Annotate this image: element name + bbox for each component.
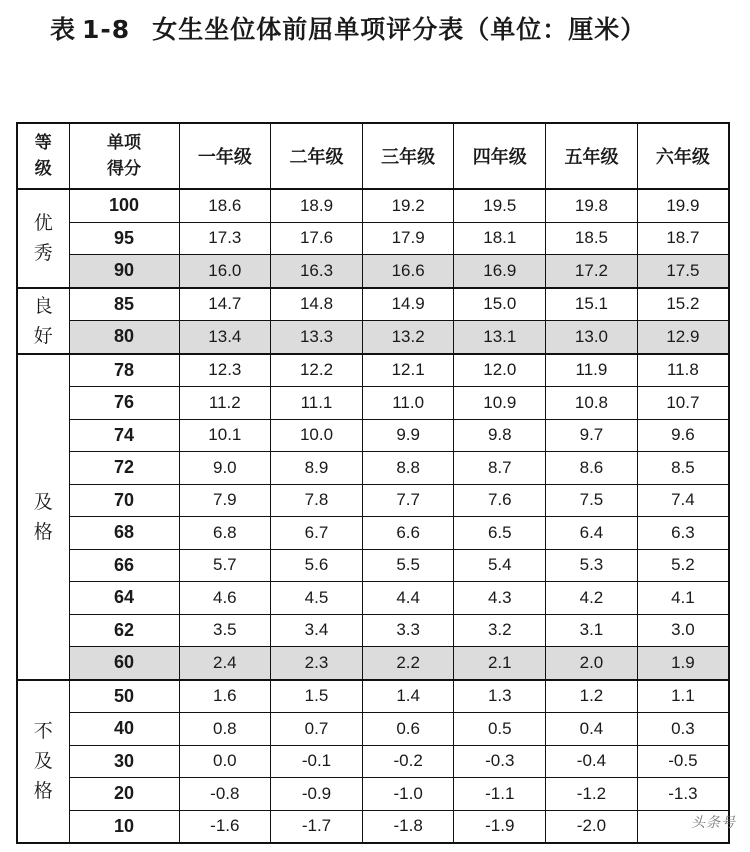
score-cell: 40	[69, 713, 179, 746]
value-cell: 16.9	[454, 255, 546, 288]
value-cell: 10.0	[271, 419, 363, 452]
table-row	[17, 452, 729, 485]
value-cell: 6.7	[271, 517, 363, 550]
value-cell: 3.4	[271, 614, 363, 647]
value-cell: 4.6	[179, 582, 271, 615]
value-cell: 17.3	[179, 222, 271, 255]
value-cell: -1.7	[271, 810, 363, 843]
value-cell: 5.7	[179, 549, 271, 582]
watermark: 头条号	[691, 815, 736, 831]
header-year-3: 三年级	[362, 123, 454, 189]
value-cell: 8.5	[637, 452, 729, 485]
table-row	[17, 354, 729, 387]
value-cell: 14.8	[271, 288, 363, 321]
table-row	[17, 222, 729, 255]
value-cell: 0.0	[179, 745, 271, 778]
score-cell: 95	[69, 222, 179, 255]
value-cell: 4.5	[271, 582, 363, 615]
value-cell: 10.8	[546, 387, 638, 420]
score-cell: 80	[69, 321, 179, 354]
value-cell: -1.2	[546, 778, 638, 811]
score-cell: 66	[69, 549, 179, 582]
value-cell: 12.3	[179, 354, 271, 387]
value-cell: 11.8	[637, 354, 729, 387]
value-cell: 18.9	[271, 189, 363, 222]
table-row	[17, 288, 729, 321]
value-cell: 7.4	[637, 484, 729, 517]
value-cell: 2.0	[546, 647, 638, 680]
value-cell: 0.6	[362, 713, 454, 746]
score-cell: 50	[69, 680, 179, 713]
value-cell: 0.7	[271, 713, 363, 746]
score-cell: 100	[69, 189, 179, 222]
value-cell: 19.2	[362, 189, 454, 222]
value-cell: 18.1	[454, 222, 546, 255]
value-cell: 18.6	[179, 189, 271, 222]
value-cell: 9.9	[362, 419, 454, 452]
value-cell: 6.3	[637, 517, 729, 550]
value-cell: 13.2	[362, 321, 454, 354]
score-cell: 90	[69, 255, 179, 288]
value-cell: -0.1	[271, 745, 363, 778]
score-cell: 20	[69, 778, 179, 811]
value-cell: 16.3	[271, 255, 363, 288]
value-cell: 15.0	[454, 288, 546, 321]
header-year-4: 四年级	[454, 123, 546, 189]
value-cell: 8.6	[546, 452, 638, 485]
value-cell: 3.5	[179, 614, 271, 647]
value-cell: 7.8	[271, 484, 363, 517]
value-cell: 5.2	[637, 549, 729, 582]
value-cell: 1.2	[546, 680, 638, 713]
value-cell: -1.0	[362, 778, 454, 811]
value-cell: 2.2	[362, 647, 454, 680]
value-cell: 1.4	[362, 680, 454, 713]
value-cell: 17.5	[637, 255, 729, 288]
value-cell: 1.3	[454, 680, 546, 713]
value-cell: 14.9	[362, 288, 454, 321]
value-cell: 0.5	[454, 713, 546, 746]
value-cell: 0.4	[546, 713, 638, 746]
value-cell: -0.9	[271, 778, 363, 811]
value-cell: 5.6	[271, 549, 363, 582]
value-cell: 17.6	[271, 222, 363, 255]
value-cell: -0.2	[362, 745, 454, 778]
value-cell: -0.5	[637, 745, 729, 778]
table-row	[17, 517, 729, 550]
table-row	[17, 387, 729, 420]
value-cell: 13.1	[454, 321, 546, 354]
value-cell: -1.9	[454, 810, 546, 843]
score-cell: 85	[69, 288, 179, 321]
value-cell: 10.1	[179, 419, 271, 452]
value-cell: 1.5	[271, 680, 363, 713]
value-cell: 4.4	[362, 582, 454, 615]
value-cell: 11.0	[362, 387, 454, 420]
score-cell: 30	[69, 745, 179, 778]
score-cell: 74	[69, 419, 179, 452]
header-score: 单项 得分	[69, 123, 179, 189]
value-cell: 4.2	[546, 582, 638, 615]
value-cell: -1.1	[454, 778, 546, 811]
value-cell: -1.6	[179, 810, 271, 843]
value-cell: 2.4	[179, 647, 271, 680]
value-cell: -2.0	[546, 810, 638, 843]
value-cell: 11.2	[179, 387, 271, 420]
value-cell: 6.4	[546, 517, 638, 550]
value-cell: 7.7	[362, 484, 454, 517]
table-row	[17, 255, 729, 288]
value-cell: 11.9	[546, 354, 638, 387]
value-cell: 12.2	[271, 354, 363, 387]
value-cell: 17.2	[546, 255, 638, 288]
value-cell: 8.7	[454, 452, 546, 485]
value-cell: 3.3	[362, 614, 454, 647]
value-cell: 0.3	[637, 713, 729, 746]
value-cell: 12.1	[362, 354, 454, 387]
score-cell: 64	[69, 582, 179, 615]
title-number: 1-8	[82, 15, 131, 44]
value-cell: 19.9	[637, 189, 729, 222]
value-cell: 7.6	[454, 484, 546, 517]
value-cell: 19.5	[454, 189, 546, 222]
table-row	[17, 713, 729, 746]
score-cell: 60	[69, 647, 179, 680]
value-cell: 10.7	[637, 387, 729, 420]
table-row	[17, 582, 729, 615]
value-cell: 5.4	[454, 549, 546, 582]
value-cell: 9.6	[637, 419, 729, 452]
value-cell: 17.9	[362, 222, 454, 255]
value-cell: 3.2	[454, 614, 546, 647]
value-cell: 16.0	[179, 255, 271, 288]
value-cell: 0.8	[179, 713, 271, 746]
table-row	[17, 614, 729, 647]
grade-cell: 优 秀	[17, 189, 69, 288]
score-cell: 62	[69, 614, 179, 647]
score-cell: 68	[69, 517, 179, 550]
value-cell: 1.6	[179, 680, 271, 713]
score-cell: 10	[69, 810, 179, 843]
value-cell: 2.3	[271, 647, 363, 680]
value-cell: 18.5	[546, 222, 638, 255]
score-cell: 78	[69, 354, 179, 387]
value-cell: 7.9	[179, 484, 271, 517]
value-cell: 14.7	[179, 288, 271, 321]
value-cell: 8.8	[362, 452, 454, 485]
title-prefix: 表	[50, 15, 77, 44]
value-cell: 16.6	[362, 255, 454, 288]
header-year-6: 六年级	[637, 123, 729, 189]
table-row	[17, 810, 729, 843]
value-cell: -1.3	[637, 778, 729, 811]
value-cell: -0.4	[546, 745, 638, 778]
value-cell: 13.3	[271, 321, 363, 354]
value-cell: -1.8	[362, 810, 454, 843]
header-grade: 等 级	[17, 123, 69, 189]
value-cell: 1.9	[637, 647, 729, 680]
value-cell: 15.2	[637, 288, 729, 321]
value-cell: 19.8	[546, 189, 638, 222]
grade-cell: 及 格	[17, 354, 69, 680]
value-cell: 10.9	[454, 387, 546, 420]
value-cell: 6.6	[362, 517, 454, 550]
title-text: 女生坐位体前屈单项评分表（单位：厘米）	[152, 15, 647, 44]
table-row	[17, 321, 729, 354]
table-row	[17, 419, 729, 452]
table-row	[17, 680, 729, 713]
value-cell: 8.9	[271, 452, 363, 485]
value-cell: 12.0	[454, 354, 546, 387]
table-row	[17, 745, 729, 778]
score-cell: 72	[69, 452, 179, 485]
value-cell: 4.3	[454, 582, 546, 615]
value-cell: 9.7	[546, 419, 638, 452]
value-cell: 18.7	[637, 222, 729, 255]
value-cell: 9.0	[179, 452, 271, 485]
value-cell: 1.1	[637, 680, 729, 713]
value-cell: 6.8	[179, 517, 271, 550]
value-cell: 5.5	[362, 549, 454, 582]
page-title	[50, 10, 646, 46]
value-cell: 15.1	[546, 288, 638, 321]
value-cell: 4.1	[637, 582, 729, 615]
header-year-2: 二年级	[271, 123, 363, 189]
value-cell: -0.3	[454, 745, 546, 778]
table-row	[17, 484, 729, 517]
table-row	[17, 647, 729, 680]
table-row	[17, 778, 729, 811]
value-cell: 9.8	[454, 419, 546, 452]
table-row	[17, 189, 729, 222]
value-cell: 11.1	[271, 387, 363, 420]
value-cell: 6.5	[454, 517, 546, 550]
table-body	[17, 189, 729, 843]
value-cell: 3.0	[637, 614, 729, 647]
value-cell: 3.1	[546, 614, 638, 647]
header-year-1: 一年级	[179, 123, 271, 189]
value-cell: -0.8	[179, 778, 271, 811]
value-cell: 5.3	[546, 549, 638, 582]
header-year-5: 五年级	[546, 123, 638, 189]
score-table	[16, 122, 730, 844]
value-cell: 7.5	[546, 484, 638, 517]
grade-cell: 良 好	[17, 288, 69, 354]
grade-cell: 不 及 格	[17, 680, 69, 844]
value-cell: 2.1	[454, 647, 546, 680]
score-cell: 76	[69, 387, 179, 420]
value-cell: 12.9	[637, 321, 729, 354]
value-cell: 13.0	[546, 321, 638, 354]
table-header	[17, 123, 729, 189]
value-cell: 13.4	[179, 321, 271, 354]
table-row	[17, 549, 729, 582]
score-cell: 70	[69, 484, 179, 517]
